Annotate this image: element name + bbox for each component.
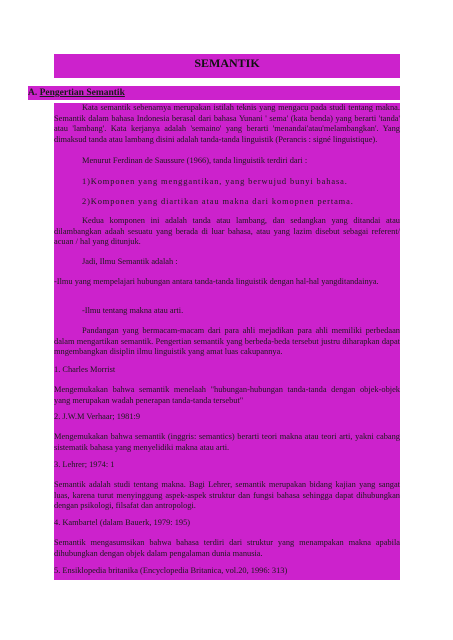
expert-description: Mengemukakan bahwa semantik (inggris: semantics) berarti teori makna atau teori arti, yakni cabang sistematik bahasa yang menyelidiki makna atau arti. xyxy=(54,432,400,452)
paragraph-definition-intro: Jadi, Ilmu Semantik adalah : xyxy=(82,257,178,266)
paragraph-components: Kedua komponen ini adalah tanda atau lambang, dan sedangkan yang ditandai atau dilambangkan adaah sesuatu yang berada di luar bahasa, atau yang lazim disebut sebagai referent/ acuan / hal yang ditunjuk. xyxy=(54,216,400,247)
expert-description: Semantik adalah studi tentang makna. Bagi Lehrer, semantik merupakan bidang kajian yang sangat luas, karena turut menyinggung aspek-aspek struktur dan fungsi bahasa sehingga dapat dihubungkan dengan psikologi, filsafat dan antropologi. xyxy=(54,480,400,511)
paragraph-saussure: Menurut Ferdinan de Saussure (1966), tanda linguistik terdiri dari : xyxy=(82,156,308,165)
list-item: 1)Komponen yang menggantikan, yang berwujud bunyi bahasa. xyxy=(82,177,348,186)
paragraph-intro: Kata semantik sebenarnya merupakan istilah teknis yang mengacu pada studi tentang makna. Semantik dalam bahasa Indonesia berasal dari bahasa Yunani ' sema' (kata benda) yang berarti 'tanda' atau 'lambang'. Kata kerjanya adalah 'semaino' yang berarti 'menandai'atau'melambangkan'. Yang dimaksud tanda atau lambang disini adalah tanda-tanda linguistik (Perancis : signé linguistique). xyxy=(54,103,400,144)
body-content xyxy=(54,103,400,580)
page-title: SEMANTIK xyxy=(54,54,400,78)
list-item: 2)Komponen yang diartikan atau makna dari komopnen pertama. xyxy=(82,197,354,206)
expert-heading: 5. Ensiklopedia britanika (Encyclopedia Britanica, vol.20, 1996: 313) xyxy=(54,566,288,575)
definition-item: -Ilmu tentang makna atau arti. xyxy=(82,306,184,315)
expert-heading: 4. Kambartel (dalam Bauerk, 1979: 195) xyxy=(54,518,191,527)
expert-description: Semantik mengasumsikan bahwa bahasa terdiri dari struktur yang menampakan makna apabila dihubungkan dengan objek dalam pengalaman dunia manusia. xyxy=(54,538,400,558)
section-heading xyxy=(28,86,400,100)
definition-item: -Ilmu yang mempelajari hubungan antara tanda-tanda linguistik dengan hal-hal yangditandainya. xyxy=(54,277,379,286)
section-letter: A. xyxy=(28,88,38,98)
section-heading-text: Pengertian Semantik xyxy=(39,88,125,98)
expert-heading: 1. Charles Morrist xyxy=(54,365,116,374)
expert-description: Mengemukakan bahwa semantik menelaah "hubungan-hubungan tanda-tanda dengan objek-objek yang merupakan wadah penerapan tanda-tanda tersebut" xyxy=(54,385,400,405)
expert-heading: 3. Lehrer; 1974: 1 xyxy=(54,460,115,469)
paragraph-views: Pandangan yang bermacam-macam dari para ahli mejadikan para ahli memiliki perbedaan dalam mengartikan semantik. Pengertian semantik yang berbeda-beda tersebut justru diharapkan dapat mngembangkan disiplin ilmu linguistik yang amat luas cakupannya. xyxy=(54,326,400,357)
expert-heading: 2. J.W.M Verhaar; 1981:9 xyxy=(54,412,141,421)
